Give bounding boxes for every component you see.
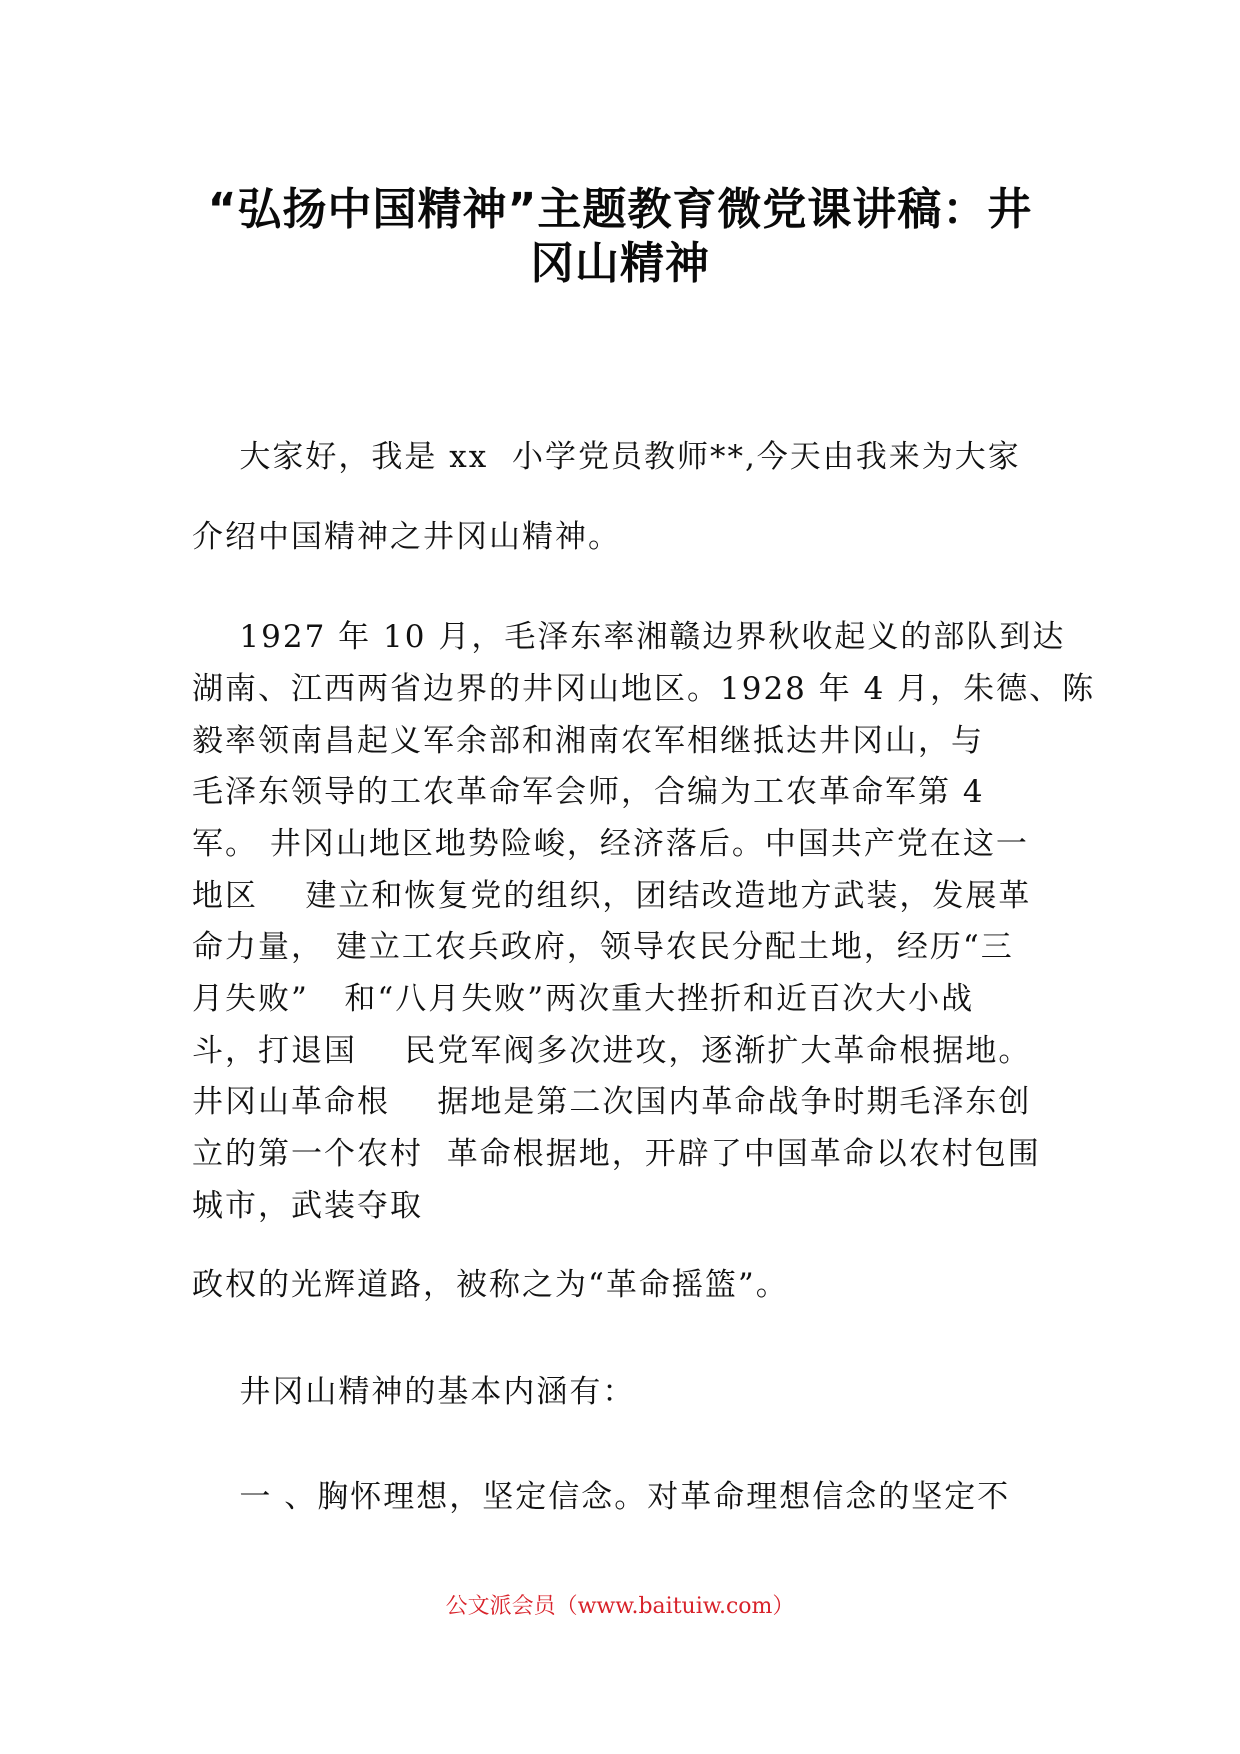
paragraph-line: 立的第一个农村 革命根据地，开辟了中国革命以农村包围 [192, 1136, 1041, 1172]
paragraph-line: 大家好，我是 xx 小学党员教师**,今天由我来为大家 [192, 439, 1021, 475]
document-title-line-1: “弘扬中国精神”主题教育微党课讲稿：井 [207, 184, 1033, 235]
paragraph-line: 政权的光辉道路，被称之为“革命摇篮”。 [192, 1267, 789, 1303]
footer-watermark: 公文派会员（www.baituiw.com） [445, 1594, 795, 1619]
paragraph-line: 井冈山革命根 据地是第二次国内革命战争时期毛泽东创 [192, 1084, 1032, 1120]
paragraph-line: 地区 建立和恢复党的组织，团结改造地方武装，发展革 [192, 878, 1032, 914]
paragraph-line: 城市，武装夺取 [192, 1188, 423, 1224]
paragraph-line: 湖南、江西两省边界的井冈山地区。1928 年 4 月，朱德、陈 [192, 671, 1096, 707]
paragraph-line: 毛泽东领导的工农革命军会师，合编为工农革命军第 4 [192, 774, 985, 810]
paragraph-line: 斗，打退国 民党军阀多次进攻，逐渐扩大革命根据地。 [192, 1033, 1032, 1069]
document-title-line-2: 冈山精神 [530, 238, 710, 289]
paragraph-line: 月失败” 和“八月失败”两次重大挫折和近百次大小战 [192, 981, 975, 1017]
paragraph-line: 军。 井冈山地区地势险峻，经济落后。中国共产党在这一 [192, 826, 1029, 862]
paragraph-line: 毅率领南昌起义军余部和湘南农军相继抵达井冈山，与 [192, 723, 984, 759]
paragraph-line: 一 、胸怀理想，坚定信念。对革命理想信念的坚定不 [192, 1479, 1011, 1515]
paragraph-line: 井冈山精神的基本内涵有： [192, 1374, 636, 1410]
paragraph-line: 1927 年 10 月，毛泽东率湘赣边界秋收起义的部队到达 [192, 619, 1066, 655]
paragraph-line: 命力量， 建立工农兵政府，领导农民分配土地，经历“三 [192, 929, 1014, 965]
paragraph-line: 介绍中国精神之井冈山精神。 [192, 519, 621, 555]
